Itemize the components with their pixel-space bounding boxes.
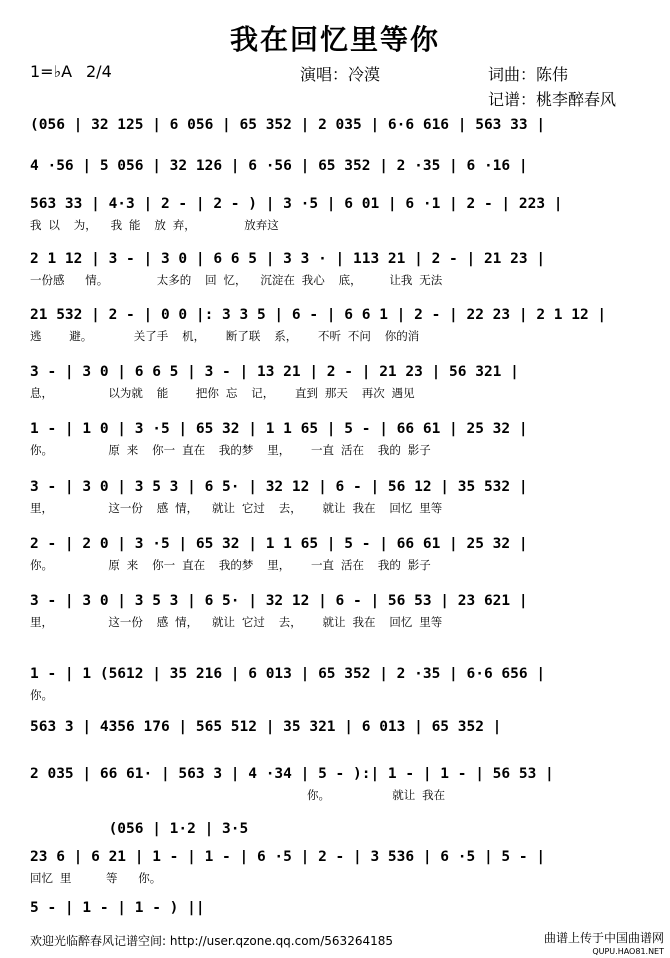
score-line <box>30 114 642 156</box>
notes: 2 035 | 66 61· | 563 3 | 4 ·34 | 5 - ):| 1 - | 1 - | 56 53 | <box>30 766 554 782</box>
footer-text: 欢迎光临醉春风记谱空间: http://user.qzone.qq.com/563264185 <box>30 934 394 948</box>
score-line <box>30 763 642 805</box>
lyrics: 你。 原 来 你一 直在 我的梦 里， 一直 活在 我的 影子 <box>30 558 431 572</box>
notes: 4 ·56 | 5 056 | 32 126 | 6 ·56 | 65 352 | 2 ·35 | 6 ·16 | <box>30 158 528 174</box>
notes: 1 - | 1 (5612 | 35 216 | 6 013 | 65 352 | 2 ·35 | 6·6 656 | <box>30 666 546 682</box>
notes: 2 - | 2 0 | 3 ·5 | 65 32 | 1 1 65 | 5 - | 66 61 | 25 32 | <box>30 536 528 552</box>
score-line <box>30 193 642 235</box>
lyrics: 里， 这一份 感 情， 就让 它过 去， 就让 我在 回忆 里等 <box>30 501 443 515</box>
lyrics: 我 以 为， 我 能 放 弃， 放弃这 <box>30 218 279 232</box>
score-line <box>30 590 642 632</box>
score-line <box>30 248 642 290</box>
notes: 3 - | 3 0 | 3 5 3 | 6 5· | 32 12 | 6 - | 56 53 | 23 621 | <box>30 593 528 609</box>
notes: 5 - | 1 - | 1 - ) || <box>30 900 205 916</box>
notes: 2 1 12 | 3 - | 3 0 | 6 6 5 | 3 3 · | 113 21 | 2 - | 21 23 | <box>30 251 546 267</box>
notes: 3 - | 3 0 | 6 6 5 | 3 - | 13 21 | 2 - | 21 23 | 56 321 | <box>30 364 519 380</box>
transcriber-credit: 记谱：桃李醉春风 <box>488 90 617 109</box>
lyrics: 里， 这一份 感 情， 就让 它过 去， 就让 我在 回忆 里等 <box>30 615 443 629</box>
lyrics: 你。 原 来 你一 直在 我的梦 里， 一直 活在 我的 影子 <box>30 443 431 457</box>
notes: 563 33 | 4·3 | 2 - | 2 - ) | 3 ·5 | 6 01 | 6 ·1 | 2 - | 223 | <box>30 196 563 212</box>
lyrics: 回忆 里 等 你。 <box>30 871 162 885</box>
notes: 23 6 | 6 21 | 1 - | 1 - | 6 ·5 | 2 - | 3 536 | 6 ·5 | 5 - | <box>30 849 546 865</box>
lyrics: 你。 就让 我在 <box>30 788 446 802</box>
lyrics: 逃 避。 关了手 机， 断了联 系， 不听 不问 你的消 <box>30 329 420 343</box>
score-line <box>30 155 642 197</box>
score-line <box>30 476 642 518</box>
singer-credit: 演唱：冷漠 <box>300 65 381 84</box>
time-signature: 2/4 <box>86 62 112 81</box>
lyrics: 一份感 情。 太多的 回 忆， 沉淀在 我心 底， 让我 无法 <box>30 273 443 287</box>
notes: 1 - | 1 0 | 3 ·5 | 65 32 | 1 1 65 | 5 - | 66 61 | 25 32 | <box>30 421 528 437</box>
lyrics <box>30 136 642 156</box>
watermark <box>544 932 664 958</box>
notes: (056 | 32 125 | 6 056 | 65 352 | 2 035 | 6·6 616 | 563 33 | <box>30 117 546 133</box>
watermark-text: 曲谱上传于中国曲谱网 <box>543 931 664 945</box>
score-line <box>30 418 642 460</box>
watermark-url: QUPU.HAO81.NET <box>592 947 664 956</box>
score-line <box>30 716 642 758</box>
lyrics <box>30 738 642 758</box>
score-line <box>30 533 642 575</box>
lyrics: 你。 <box>30 688 53 702</box>
notes: (056 | 1·2 | 3·5 <box>30 821 249 837</box>
notes: 563 3 | 4356 176 | 565 512 | 35 321 | 6 013 | 65 352 | <box>30 719 502 735</box>
key-signature: 1=♭A <box>30 62 73 81</box>
page-title: 我在回忆里等你 <box>229 23 440 56</box>
score-line <box>30 663 642 705</box>
score-line <box>30 846 642 888</box>
notes: 3 - | 3 0 | 3 5 3 | 6 5· | 32 12 | 6 - | 56 12 | 35 532 | <box>30 479 528 495</box>
composer-credit: 词曲：陈伟 <box>488 65 569 84</box>
lyrics: 息， 以为就 能 把你 忘 记， 直到 那天 再次 遇见 <box>30 386 415 400</box>
notes: 21 532 | 2 - | 0 0 |: 3 3 5 | 6 - | 6 6 1 | 2 - | 22 23 | 2 1 12 | <box>30 307 607 323</box>
score-line <box>30 361 642 403</box>
score-line <box>30 304 642 346</box>
